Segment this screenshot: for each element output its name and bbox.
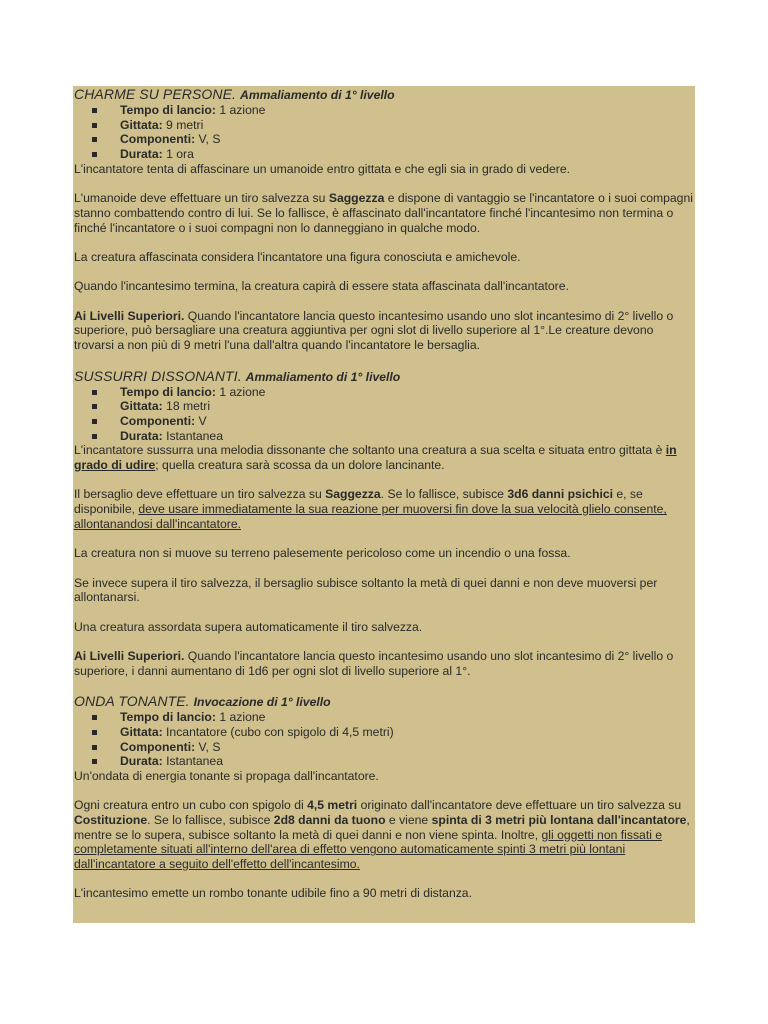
prop-range: Gittata: 18 metri bbox=[92, 399, 695, 414]
prop-range: Gittata: 9 metri bbox=[92, 118, 695, 133]
paragraph: L'incantatore sussurra una melodia dissonante che soltanto una creatura a sua scelta e situata entro gittata è in grado di udire; quella creatura sarà scossa da un dolore lancinante. bbox=[74, 443, 677, 472]
spell-name: CHARME SU PERSONE. bbox=[74, 86, 237, 102]
spell-onda-tonante bbox=[74, 693, 695, 901]
prop-casting-time: Tempo di lancio: 1 azione bbox=[92, 710, 695, 725]
document-page bbox=[73, 86, 695, 923]
paragraph-higher-levels: Ai Livelli Superiori. Quando l'incantatore lancia questo incantesimo usando uno slot incantesimo di 2° livello o superiore, può bersagliare una creatura aggiuntiva per ogni slot di livello superiore al 1°.Le creature devono trovarsi a non più di 9 metri l'una dall'altra quando l'incantatore le bersaglia. bbox=[74, 308, 674, 353]
prop-duration: Durata: Istantanea bbox=[92, 754, 695, 769]
paragraph: L'umanoide deve effettuare un tiro salvezza su Saggezza e dispone di vantaggio se l'incantatore o i suoi compagni stanno combattendo contro di lui. Se lo fallisce, è affascinato dall'incantatore finché l'incantesimo non termina o finché l'incantatore o i suoi compagni non lo danneggiano in qualche modo. bbox=[74, 191, 693, 235]
paragraph-higher-levels: Ai Livelli Superiori. Quando l'incantatore lancia questo incantesimo usando uno slot incantesimo di 2° livello o superiore, i danni aumentano di 1d6 per ogni slot di livello superiore al 1°. bbox=[74, 649, 674, 678]
prop-casting-time: Tempo di lancio: 1 azione bbox=[92, 385, 695, 400]
prop-duration: Durata: Istantanea bbox=[92, 429, 695, 444]
paragraph: L'incantatore tenta di affascinare un umanoide entro gittata e che egli sia in grado di vedere. bbox=[74, 161, 571, 176]
paragraph: Quando l'incantesimo termina, la creatura capirà di essere stata affascinata dall'incantatore. bbox=[74, 279, 569, 294]
prop-components: Componenti: V, S bbox=[92, 132, 695, 147]
spell-title bbox=[74, 693, 695, 710]
spell-name: SUSSURRI DISSONANTI. bbox=[74, 367, 242, 384]
paragraph: La creatura affascinata considera l'incantatore una figura conosciuta e amichevole. bbox=[74, 249, 521, 264]
prop-casting-time: Tempo di lancio: 1 azione bbox=[92, 103, 695, 118]
spell-school: Ammaliamento di 1° livello bbox=[245, 369, 401, 384]
spell-school: Ammaliamento di 1° livello bbox=[240, 88, 395, 102]
spell-title bbox=[74, 368, 695, 385]
paragraph: Una creatura assordata supera automaticamente il tiro salvezza. bbox=[74, 619, 423, 634]
spell-properties bbox=[74, 385, 695, 444]
prop-range: Gittata: Incantatore (cubo con spigolo di 4,5 metri) bbox=[92, 725, 695, 740]
spell-school: Invocazione di 1° livello bbox=[193, 695, 331, 710]
spell-properties bbox=[74, 103, 695, 162]
spell-charme-su-persone bbox=[74, 86, 695, 353]
spell-title bbox=[74, 86, 695, 103]
prop-duration: Durata: 1 ora bbox=[92, 147, 695, 162]
spell-sussurri-dissonanti bbox=[74, 368, 695, 679]
paragraph: L'incantesimo emette un rombo tonante udibile fino a 90 metri di distanza. bbox=[74, 886, 472, 901]
paragraph: La creatura non si muove su terreno palesemente pericoloso come un incendio o una fossa. bbox=[74, 546, 571, 561]
paragraph: Ogni creatura entro un cubo con spigolo di 4,5 metri originato dall'incantatore deve effettuare un tiro salvezza su Costituzione. Se lo fallisce, subisce 2d8 danni da tuono e viene spinta di 3 metri più lontana dall'incantatore, mentre se lo supera, subisce soltanto la metà di quei danni e non viene spinta. Inoltre, gli oggetti non fissati e completamente situati all'interno dell'area di effetto vengono automaticamente spinti 3 metri più lontani dall'incantatore a seguito dell'effetto dell'incantesimo. bbox=[74, 798, 690, 872]
spell-name: ONDA TONANTE. bbox=[74, 693, 190, 710]
prop-components: Componenti: V, S bbox=[92, 740, 695, 755]
paragraph: Se invece supera il tiro salvezza, il bersaglio subisce soltanto la metà di quei danni e non deve muoversi per allontanarsi. bbox=[74, 575, 658, 605]
paragraph: Il bersaglio deve effettuare un tiro salvezza su Saggezza. Se lo fallisce, subisce 3d6 danni psichici e, se disponibile, deve usare immediatamente la sua reazione per muoversi fin dove la sua velocità glielo consente, allontanandosi dall'incantatore. bbox=[74, 487, 667, 531]
paragraph: Un'ondata di energia tonante si propaga dall'incantatore. bbox=[74, 768, 379, 783]
prop-components: Componenti: V bbox=[92, 414, 695, 429]
spell-properties bbox=[74, 710, 695, 769]
